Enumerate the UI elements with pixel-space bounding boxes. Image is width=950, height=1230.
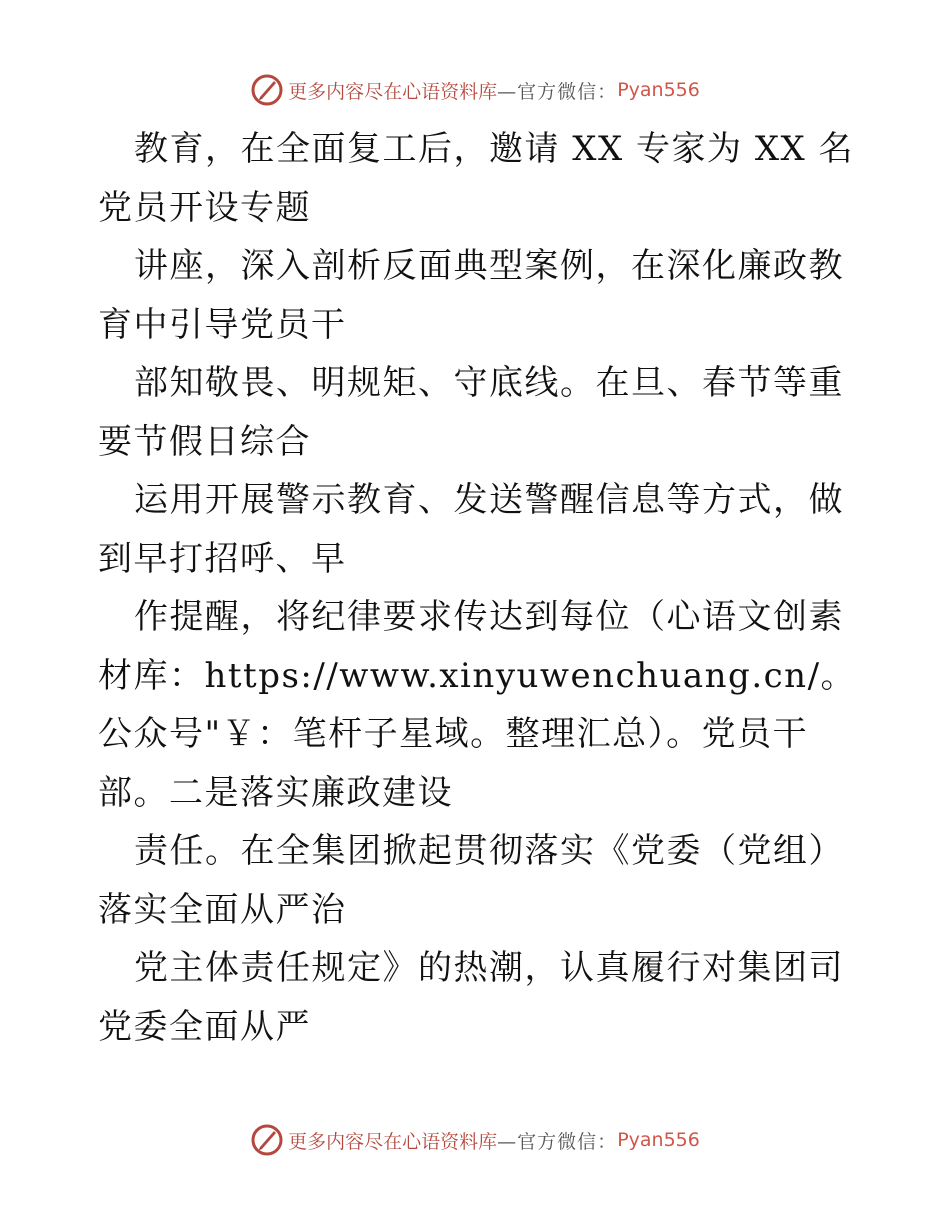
- paragraph-4: 运用开展警示教育、发送警醒信息等方式，做到早打招呼、早: [98, 480, 844, 579]
- quill-circle-icon: [250, 1123, 284, 1157]
- header-brand-text: 更多内容尽在心语资料库: [288, 80, 498, 103]
- quill-circle-icon: [250, 73, 284, 107]
- paragraph-1: 教育，在全面复工后，邀请 XX 专家为 XX 名党员开设专题: [98, 129, 855, 228]
- paragraph-5: 作提醒，将纪律要求传达到每位（心语文创素材库：https://www.xinyuwenchuang.cn/。公众号"￥：笔杆子星域。整理汇总）。党员干部。二是落实廉政建设: [98, 597, 857, 813]
- paragraph-3: 部知敬畏、明规矩、守底线。在旦、春节等重要节假日综合: [98, 363, 844, 462]
- footer-wechat-id: Pyan556: [617, 1129, 700, 1151]
- footer-separator: —官方微信：: [497, 1130, 618, 1153]
- paragraph-7: 党主体责任规定》的热潮，认真履行对集团司党委全面从严: [98, 948, 844, 1047]
- footer-watermark: [0, 1122, 950, 1158]
- paragraph-2: 讲座，深入剖析反面典型案例，在深化廉政教育中引导党员干: [98, 246, 844, 345]
- document-body: [98, 120, 858, 1056]
- header-watermark: [0, 72, 950, 108]
- header-separator: —官方微信：: [497, 80, 618, 103]
- paragraph-6: 责任。在全集团掀起贯彻落实《党委（党组）落实全面从严治: [98, 831, 844, 930]
- header-wechat-id: Pyan556: [617, 79, 700, 101]
- footer-brand-text: 更多内容尽在心语资料库: [288, 1130, 498, 1153]
